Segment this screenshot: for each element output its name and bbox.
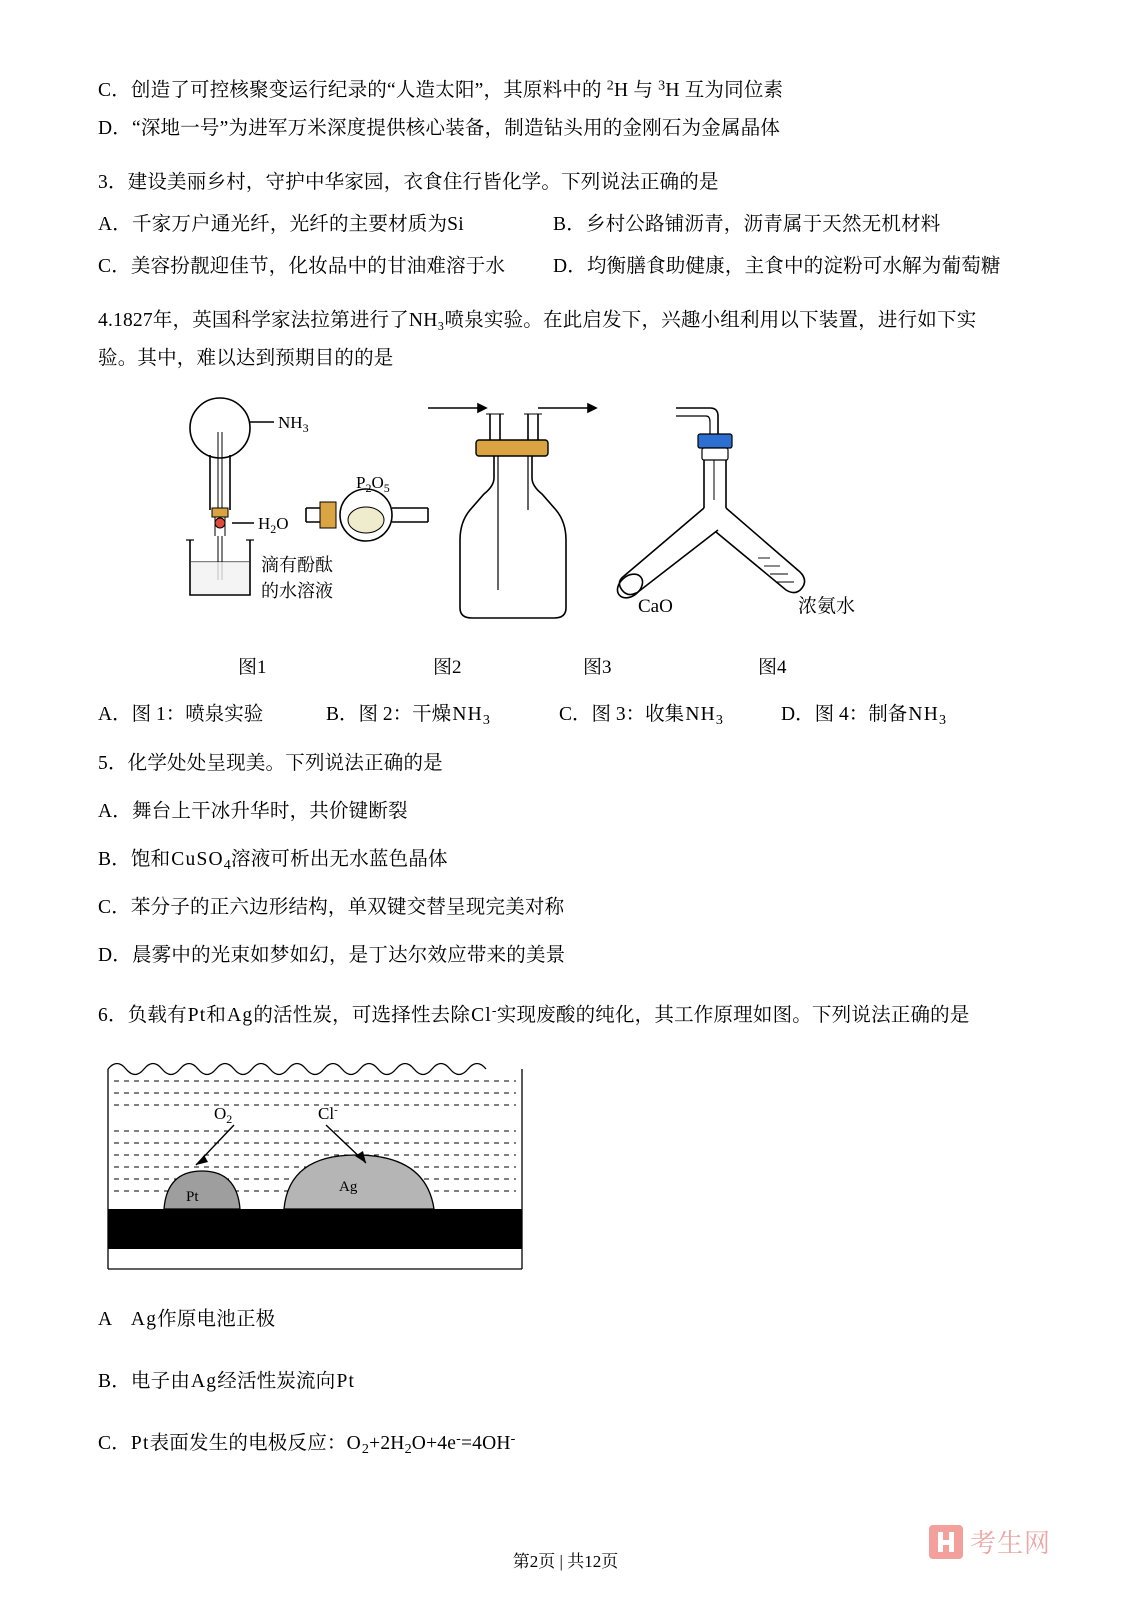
- watermark: [929, 1523, 1051, 1560]
- q6-figure: [104, 1053, 1018, 1283]
- q6-option-b: B．电子由Ag经活性炭流向Pt: [98, 1371, 356, 1393]
- q3-option-b: B．乡村公路铺沥青，沥青属于天然无机材料: [553, 214, 941, 236]
- figure-caption-1: 图1: [238, 657, 267, 679]
- svg-text:的水溶液: 的水溶液: [261, 581, 333, 602]
- svg-text:浓氨水: 浓氨水: [798, 596, 856, 618]
- q4-apparatus-svg: [98, 390, 998, 640]
- q5-option-d: D．晨雾中的光束如梦如幻，是丁达尔效应带来的美景: [98, 945, 566, 967]
- q3-options-row-1: [98, 206, 1018, 244]
- svg-text:Ag: Ag: [339, 1179, 358, 1196]
- q3-option-a: A．千家万户通光纤，光纤的主要材质为Si: [98, 214, 464, 236]
- q4-stem-line1: 4.1827年，英国科学家法拉第进行了NH₃喷泉实验。在此启发下，兴趣小组利用以下装置，进行如下实: [98, 310, 977, 332]
- page-footer: 第2页 | 共12页: [512, 1552, 619, 1571]
- q5-option-c: C．苯分子的正六边形结构，单双键交替呈现完美对称: [98, 897, 565, 919]
- figure-caption-3: 图3: [583, 657, 612, 679]
- watermark-logo-icon: [929, 1525, 963, 1559]
- watermark-text: 考生网: [969, 1528, 1051, 1558]
- q4-option-a: A．图 1：喷泉实验: [98, 704, 264, 726]
- q4-option-c: C．图 3：收集$NH_3$: [559, 704, 723, 729]
- svg-text:Pt: Pt: [186, 1189, 199, 1206]
- q6-option-a: A Ag作原电池正极: [98, 1309, 276, 1331]
- svg-text:滴有酚酞: 滴有酚酞: [261, 555, 333, 576]
- q4-figure-captions: [98, 652, 1018, 682]
- q4-figure-group: [98, 390, 1018, 652]
- q3-stem: 3．建设美丽乡村，守护中华家园，衣食住行皆化学。下列说法正确的是: [98, 172, 719, 194]
- q5-stem: 5．化学处处呈现美。下列说法正确的是: [98, 753, 443, 775]
- svg-text:Cl-: Cl-: [318, 1104, 338, 1124]
- q4-option-b: B．图 2：干燥$NH_3$: [326, 704, 490, 729]
- svg-text:CaO: CaO: [638, 596, 673, 618]
- svg-text:P2O5: $P_2O_5$: [356, 473, 390, 496]
- page-content: [98, 72, 1018, 1464]
- q6-option-c: C．Pt表面发生的电极反应：$O_2+2H_2O+4e^-=4OH^-$: [98, 1431, 516, 1458]
- q2-option-d: D．“深地一号”为进军万米深度提供核心装备，制造钻头用的金刚石为金属晶体: [98, 118, 781, 140]
- q4-stem-line2: 验。其中，难以达到预期目的的是: [98, 348, 394, 370]
- figure-caption-2: 图2: [433, 657, 462, 679]
- q5-option-b: B．饱和CuSO$_4$溶液可析出无水蓝色晶体: [98, 849, 448, 873]
- q3-options-row-2: [98, 248, 1018, 286]
- q5-option-a: A．舞台上干冰升华时，共价键断裂: [98, 801, 408, 823]
- q2-option-c: C．创造了可控核聚变运行纪录的“人造太阳”，其原料中的 $^2$H 与 $^3$H 互为同位素: [98, 77, 784, 101]
- svg-text:NH3: $NH_3$: [278, 413, 309, 436]
- svg-text:H2O: $H_2O$: [258, 514, 289, 537]
- svg-text:O2: $O_2$: [214, 1104, 233, 1127]
- q4-options: [98, 698, 1018, 729]
- figure-caption-4: 图4: [758, 657, 787, 679]
- q3-option-d: D．均衡膳食助健康，主食中的淀粉可水解为葡萄糖: [553, 256, 1001, 278]
- q6-electrode-svg: [104, 1053, 534, 1278]
- q4-option-d: D．图 4：制备$NH_3$: [781, 704, 946, 729]
- q6-stem: 6．负载有Pt和Ag的活性炭，可选择性去除Cl-实现废酸的纯化，其工作原理如图。下列说法正确的是: [98, 1003, 970, 1027]
- q3-option-c: C．美容扮靓迎佳节，化妆品中的甘油难溶于水: [98, 256, 506, 278]
